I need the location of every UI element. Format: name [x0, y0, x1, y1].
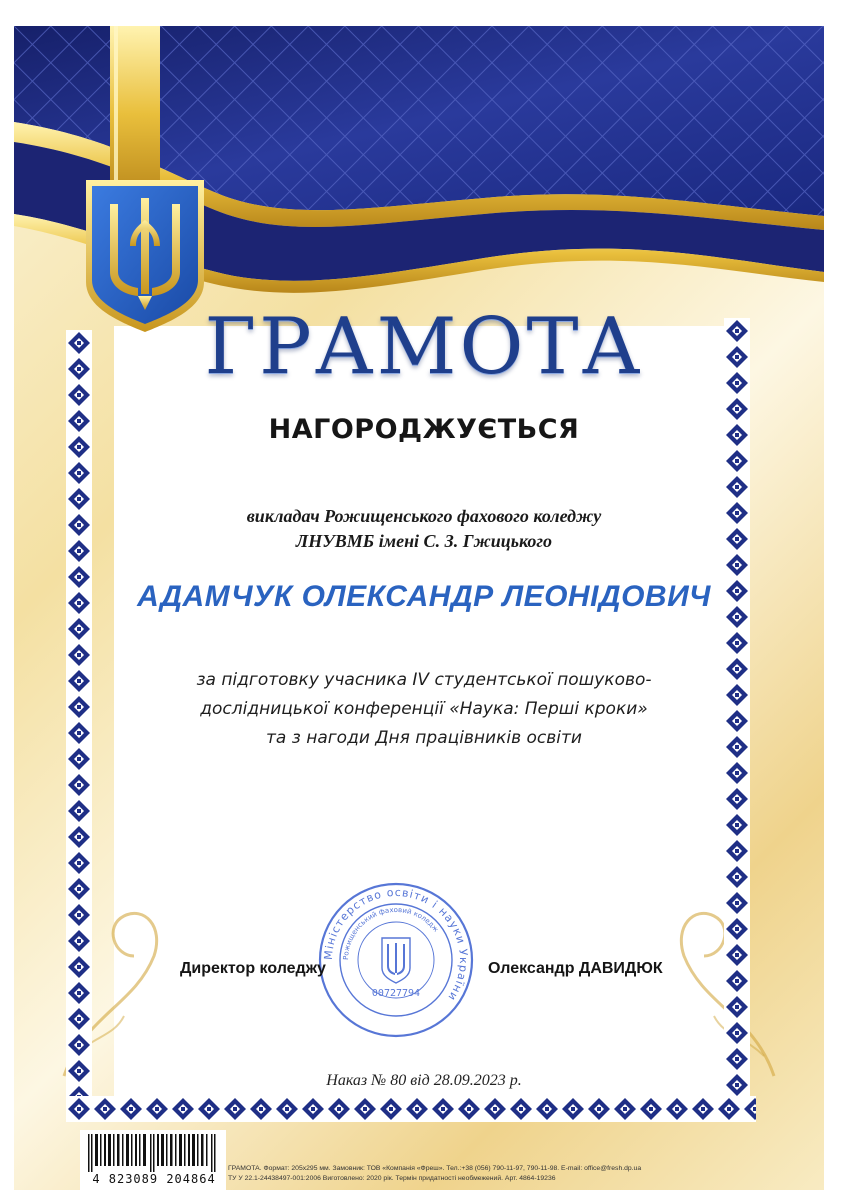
official-stamp: [316, 880, 476, 1040]
barcode: [80, 1130, 226, 1190]
awardee-name: АДАМЧУК ОЛЕКСАНДР ЛЕОНІДОВИЧ: [137, 580, 711, 613]
signature-role: Директор коледжу: [180, 960, 326, 977]
stamp-inner-text: Рожищенський фаховий коледж: [341, 905, 441, 961]
barcode-bars: [86, 1134, 220, 1172]
stamp-code: 00727794: [371, 988, 421, 999]
certificate-title: ГРАМОТА: [204, 302, 644, 392]
position-line: ЛНУВМБ імені С. З. Гжицького: [295, 531, 553, 551]
embroidery-border-bottom: [66, 1096, 756, 1122]
stamp-trident-icon: [382, 938, 410, 983]
reason-line: та з нагоди Дня працівників освіти: [266, 728, 582, 748]
imprint-line: ТУ У 22.1-24438497-001:2006 Виготовлено: 2020 рік. Термін придатності необмежений. Арт. 4864-19236: [228, 1175, 556, 1182]
stamp-outer-text: Міністерство освіти і науки України: [321, 885, 471, 1004]
printer-imprint: [228, 1164, 698, 1184]
award-reason: [0, 666, 848, 753]
order-reference: Наказ № 80 від 28.09.2023 р.: [326, 1072, 522, 1089]
reason-line: дослідницької конференції «Наука: Перші кроки»: [200, 699, 648, 719]
signature-name: Олександр ДАВИДЮК: [488, 960, 663, 977]
awardee-position: [0, 504, 848, 554]
reason-line: за підготовку учасника IV студентської пошуково-: [196, 670, 652, 690]
award-subtitle: НАГОРОДЖУЄТЬСЯ: [268, 414, 580, 445]
barcode-digits: 4 823089 204864: [92, 1172, 216, 1186]
imprint-line: ГРАМОТА. Формат: 205x295 мм. Замовник: ТОВ «Компанія «Фреш». Тел.:+38 (056) 790-11-97, 790-11-98. E-mail: office@fresh.dp.ua: [228, 1165, 642, 1172]
position-line: викладач Рожищенського фахового коледжу: [246, 506, 602, 526]
